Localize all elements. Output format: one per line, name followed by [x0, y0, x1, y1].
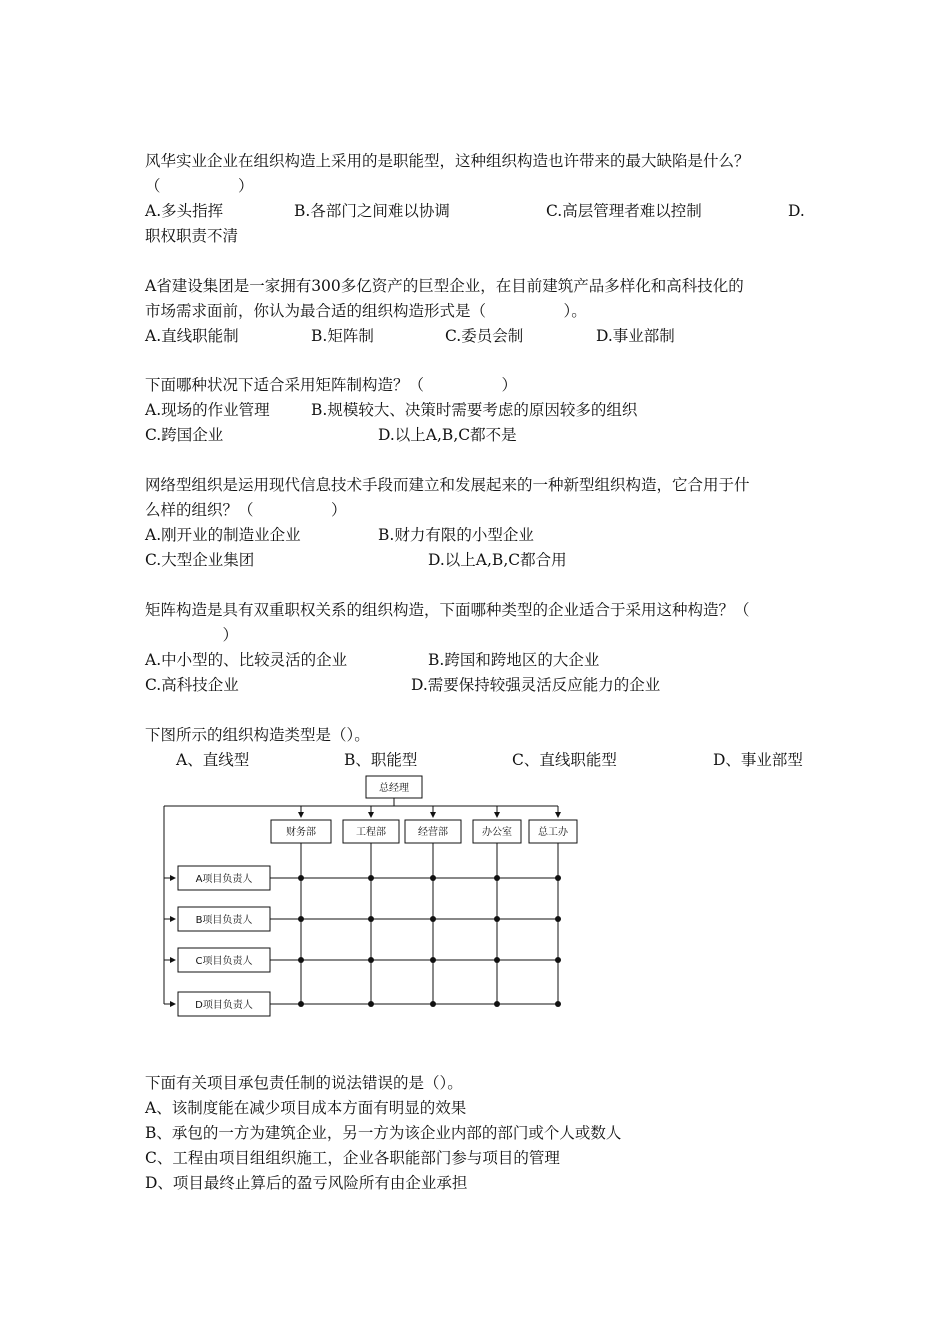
q2-option-d: D.事业部制 [596, 327, 675, 345]
project-label-d: D项目负责人 [195, 1000, 253, 1011]
dept-label-office: 办公室 [482, 827, 512, 838]
q7-option-b: B、承包的一方为建筑企业，另一方为该企业内部的部门或个人或数人 [145, 1124, 622, 1142]
q6-option-d: D、事业部型 [713, 751, 803, 769]
q7-option-a: A、该制度能在减少项目成本方面有明显的效果 [145, 1099, 467, 1117]
q7-option-c: C、工程由项目组组织施工，企业各职能部门参与项目的管理 [145, 1149, 560, 1167]
q5-option-c: C.高科技企业 [145, 676, 239, 694]
dept-label-chief-engineer: 总工办 [538, 827, 568, 838]
q4-stem-line-2: 么样的组织？（ ） [145, 501, 347, 519]
q4-option-c: C.大型企业集团 [145, 551, 255, 569]
q1-option-a: A.多头指挥 [145, 202, 224, 220]
q6-option-a: A、直线型 [176, 751, 250, 769]
q4-stem-line-1: 网络型组织是运用现代信息技术手段而建立和发展起来的一种新型组织构造，它合用于什 [145, 476, 750, 494]
q2-option-a: A.直线职能制 [145, 327, 239, 345]
project-label-c: C项目负责人 [195, 956, 253, 967]
q2-stem-line-2: 市场需求面前，你认为最合适的组织构造形式是（ ）。 [145, 302, 587, 320]
q3-stem-line-1: 下面哪种状况下适合采用矩阵制构造？（ ） [145, 376, 518, 394]
project-label-a: A项目负责人 [195, 874, 253, 885]
q4-option-b: B.财力有限的小型企业 [378, 526, 534, 544]
q4-option-a: A.刚开业的制造业企业 [145, 526, 301, 544]
q2-stem-line-1: A省建设集团是一家拥有300多亿资产的巨型企业，在目前建筑产品多样化和高科技化的 [145, 277, 744, 295]
q5-option-d: D.需要保持较强灵活反应能力的企业 [411, 676, 661, 694]
project-label-b: B项目负责人 [195, 915, 253, 926]
q1-option-d-text: 职权职责不清 [145, 227, 239, 245]
q5-option-b: B.跨国和跨地区的大企业 [428, 651, 600, 669]
q1-stem-line-2: （ ） [145, 177, 254, 195]
q6-option-b: B、职能型 [344, 751, 418, 769]
dept-label-business: 经营部 [418, 827, 448, 838]
q2-option-b: B.矩阵制 [311, 327, 374, 345]
dept-label-engineering: 工程部 [356, 827, 386, 838]
q6-stem-line-1: 下图所示的组织构造类型是（）。 [145, 726, 370, 744]
q3-option-b: B.规模较大、决策时需要考虑的原因较多的组织 [311, 401, 638, 419]
q1-option-b: B.各部门之间难以协调 [294, 202, 450, 220]
q1-option-c: C.高层管理者难以控制 [546, 202, 702, 220]
q7-stem-line-1: 下面有关项目承包责任制的说法错误的是（）。 [145, 1074, 463, 1092]
q5-stem-line-1: 矩阵构造是具有双重职权关系的组织构造，下面哪种类型的企业适合于采用这种构造？（ [145, 601, 750, 619]
gm-label: 总经理 [379, 783, 409, 794]
q5-option-a: A.中小型的、比较灵活的企业 [145, 651, 348, 669]
org-chart-diagram [160, 772, 585, 1032]
matrix-intersections [298, 875, 561, 1007]
q1-option-d: D. [788, 202, 805, 220]
q7-option-d: D、项目最终止算后的盈亏风险所有由企业承担 [145, 1174, 468, 1192]
q5-stem-line-2: ） [145, 626, 239, 644]
q1-stem-line-1: 风华实业企业在组织构造上采用的是职能型，这种组织构造也许带来的最大缺陷是什么？ [145, 152, 750, 170]
q3-option-c: C.跨国企业 [145, 426, 224, 444]
q3-option-d: D.以上A,B,C都不是 [378, 426, 517, 444]
q6-option-c: C、直线职能型 [512, 751, 617, 769]
q2-option-c: C.委员会制 [445, 327, 524, 345]
dept-label-finance: 财务部 [286, 827, 316, 838]
q4-option-d: D.以上A,B,C都合用 [428, 551, 567, 569]
q3-option-a: A.现场的作业管理 [145, 401, 270, 419]
